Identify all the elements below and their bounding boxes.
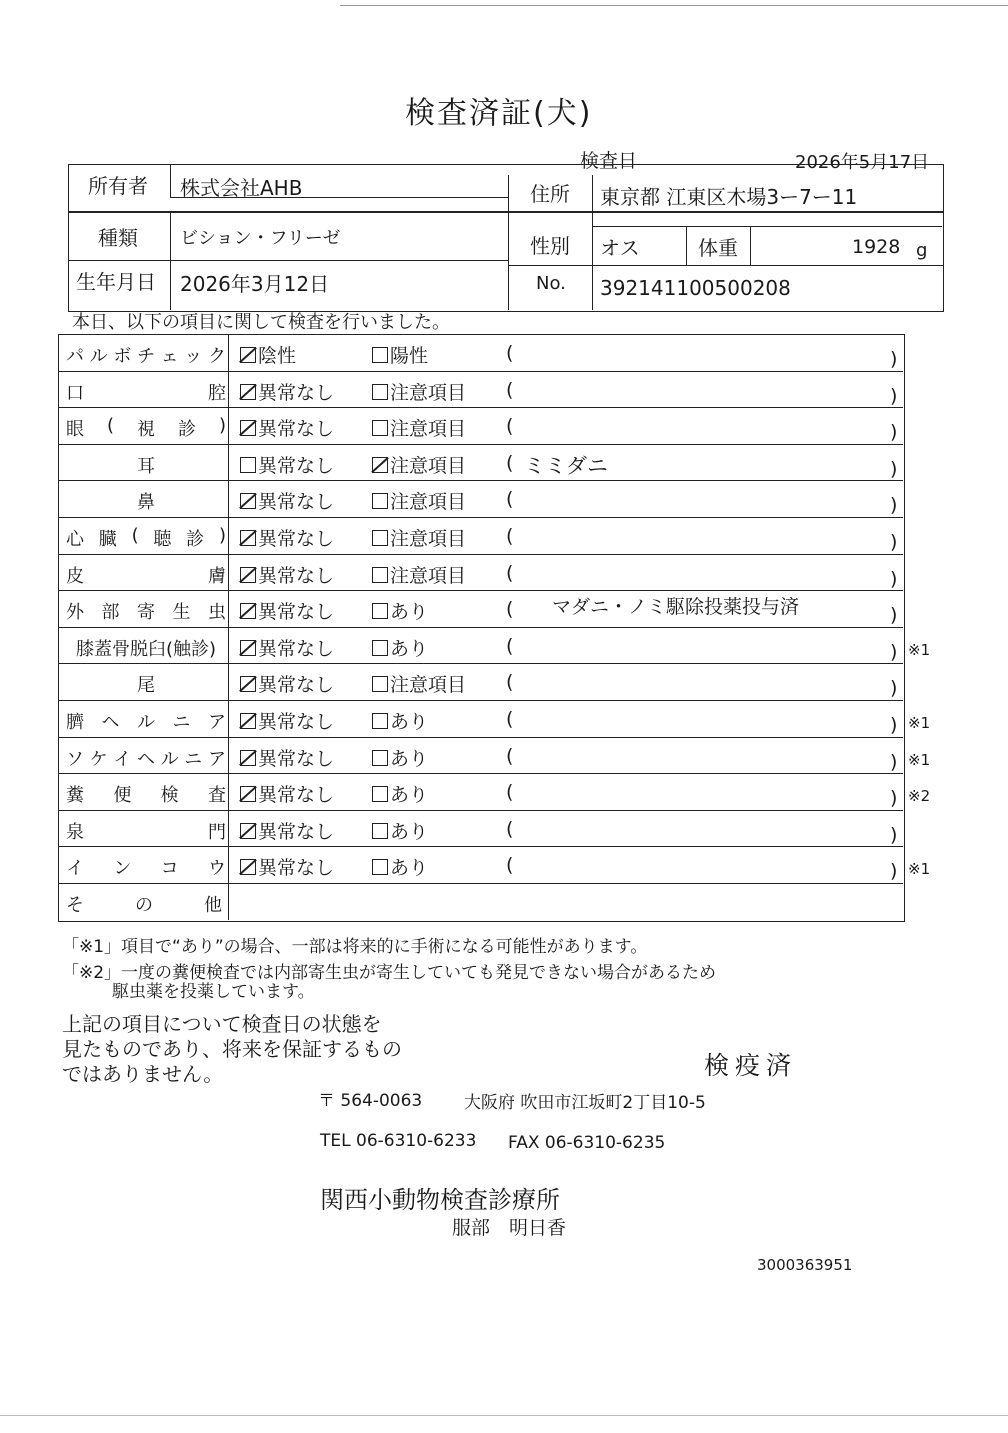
checkbox-icon[interactable]	[240, 859, 256, 875]
row-divider	[58, 737, 903, 738]
sex-label: 性別	[530, 234, 570, 258]
checkbox-icon[interactable]	[240, 384, 256, 400]
row-label-char: ア	[208, 712, 226, 733]
row-label-char: 臓	[98, 529, 117, 550]
pet-row-divider-right	[508, 265, 943, 266]
checkbox-icon[interactable]	[372, 567, 388, 583]
other-label-char: 他	[204, 895, 222, 916]
checkbox-icon[interactable]	[372, 859, 388, 875]
footnote-1: 「※1」項目で“あり”の場合、一部は将来的に手術になる可能性があります。	[62, 937, 648, 957]
row-label-char: ケ	[89, 748, 108, 770]
checkbox-icon[interactable]	[240, 750, 256, 766]
note-text: ミミダニ	[524, 453, 608, 478]
note-close-paren: )	[890, 787, 898, 810]
checkbox-icon[interactable]	[240, 530, 256, 546]
note-open-paren: (	[506, 671, 514, 694]
option-flag-label: 注意項目	[390, 564, 467, 587]
footnote-2-cont: 駆虫薬を投薬しています。	[112, 982, 315, 1002]
row-label-char: (	[106, 415, 115, 437]
footnote-2: 「※2」一度の糞便検査では内部寄生虫が寄生していても発見できない場合があるため	[62, 963, 717, 983]
bottom-edge-line	[0, 1415, 1008, 1416]
birth-label: 生年月日	[76, 270, 156, 294]
row-label	[66, 708, 226, 734]
row-divider	[58, 810, 903, 811]
footnote-mark: ※1	[908, 640, 931, 659]
note-close-paren: )	[890, 750, 898, 773]
weight-top-line	[592, 226, 942, 227]
row-label	[66, 598, 226, 624]
row-label	[66, 488, 226, 514]
note-open-paren: (	[506, 342, 514, 364]
note-open-paren: (	[506, 378, 514, 401]
option-flag[interactable]	[372, 634, 428, 661]
option-normal-label: 異常なし	[258, 857, 335, 880]
intro-text: 本日、以下の項目に関して検査を行いました。	[72, 312, 450, 333]
checkbox-icon[interactable]	[372, 384, 388, 400]
owner-divider	[170, 164, 171, 198]
clinic-name: 関西小動物検査診療所	[320, 1186, 560, 1214]
option-flag-label: あり	[390, 637, 429, 660]
row-label-char: チ	[136, 346, 155, 367]
row-divider	[58, 371, 903, 372]
row-label-char: ニ	[184, 748, 203, 770]
note-close-paren: )	[890, 860, 898, 883]
row-label-char: ン	[113, 858, 132, 880]
note-close-paren: )	[890, 714, 898, 736]
option-normal[interactable]	[240, 561, 334, 588]
checkbox-icon[interactable]	[372, 603, 388, 619]
row-divider	[58, 407, 903, 408]
clinic-fax: FAX 06-6310-6235	[508, 1133, 666, 1153]
checkbox-icon[interactable]	[372, 786, 388, 802]
option-normal[interactable]	[240, 378, 334, 405]
option-normal-label: 陰性	[258, 345, 297, 367]
option-flag-label: あり	[390, 747, 429, 770]
option-normal-label: 異常なし	[258, 528, 335, 550]
option-normal-label: 異常なし	[258, 418, 335, 441]
option-flag-label: あり	[390, 857, 429, 880]
note-close-paren: )	[890, 677, 898, 700]
option-normal-label: 異常なし	[258, 784, 335, 807]
option-flag-label: 注意項目	[390, 454, 467, 477]
row-label	[66, 415, 226, 441]
breed-value: ビション・フリーゼ	[180, 228, 341, 249]
checkbox-icon[interactable]	[240, 567, 256, 583]
clinic-tel: TEL 06-6310-6233	[320, 1131, 477, 1151]
option-normal[interactable]	[240, 414, 334, 441]
row-divider	[58, 627, 903, 628]
checkbox-icon[interactable]	[240, 493, 256, 509]
row-divider	[58, 590, 903, 591]
row-label-char: ル	[160, 748, 179, 770]
option-normal[interactable]	[240, 634, 334, 661]
row-label-char: 糞	[66, 785, 84, 807]
note-open-paren: (	[506, 744, 514, 767]
option-normal[interactable]	[240, 707, 334, 734]
checkbox-icon[interactable]	[372, 493, 388, 509]
note-close-paren: )	[890, 421, 898, 444]
option-flag-label: 注意項目	[390, 381, 467, 404]
option-normal-label: 異常なし	[258, 674, 335, 697]
row-label	[66, 379, 226, 405]
row-label	[66, 854, 226, 880]
note-close-paren: )	[890, 823, 898, 846]
option-normal-label: 異常なし	[258, 637, 335, 660]
row-label-char: ソ	[66, 748, 84, 770]
row-label-char: コ	[160, 858, 179, 880]
option-normal-label: 異常なし	[258, 601, 335, 624]
row-label-char: 視	[137, 419, 155, 441]
note-open-paren: (	[506, 708, 514, 730]
option-normal[interactable]	[240, 744, 334, 771]
row-label-char: ェ	[160, 346, 179, 367]
row-label-char: パ	[66, 346, 84, 367]
exam-date-label: 検査日	[580, 150, 638, 172]
disclaimer-line-2: 見たものであり、将来を保証するもの	[62, 1037, 402, 1061]
row-label-char: 外	[66, 602, 84, 624]
row-label-char: )	[218, 415, 226, 437]
weight-value: 1928	[852, 236, 901, 258]
row-label-char: ヘ	[101, 712, 120, 733]
note-open-paren: (	[506, 525, 514, 547]
top-edge-line	[340, 5, 1008, 6]
row-label	[66, 342, 226, 368]
weight-label: 体重	[698, 236, 738, 260]
weight-divider-right	[750, 226, 751, 265]
option-flag-label: 注意項目	[390, 674, 467, 697]
note-open-paren: (	[506, 817, 514, 840]
option-flag-label: 陽性	[390, 345, 429, 367]
row-label-char: ボ	[113, 346, 132, 367]
owner-value: 株式会社AHB	[180, 176, 303, 200]
option-flag[interactable]	[372, 378, 466, 405]
clinic-address: 大阪府 吹田市江坂町2丁目10-5	[464, 1093, 706, 1113]
note-text: マダニ・ノミ駆除投薬投与済	[552, 596, 800, 619]
row-divider	[58, 480, 903, 481]
option-normal-label: 異常なし	[258, 820, 335, 843]
address-value: 東京都 江東区木場3ー7ー11	[600, 185, 858, 209]
row-label-char: 便	[113, 785, 132, 807]
option-flag[interactable]	[372, 707, 428, 734]
option-normal-label: 異常なし	[258, 491, 335, 514]
note-close-paren: )	[890, 348, 898, 370]
row-label-char: ア	[207, 748, 226, 770]
row-label-char: 虫	[208, 602, 226, 624]
address-divider-left	[508, 175, 509, 211]
option-flag[interactable]	[372, 744, 428, 771]
note-open-paren: (	[506, 488, 514, 511]
option-flag[interactable]	[372, 487, 466, 514]
checkbox-icon[interactable]	[240, 676, 256, 692]
row-divider	[58, 517, 903, 518]
option-flag-label: 注意項目	[390, 418, 467, 441]
option-flag-label: 注意項目	[390, 491, 467, 514]
row-label-char: ニ	[172, 712, 191, 733]
checkbox-icon[interactable]	[372, 750, 388, 766]
option-flag[interactable]	[372, 451, 466, 478]
address-divider-right	[592, 175, 593, 211]
note-open-paren: (	[506, 561, 514, 584]
option-flag[interactable]	[372, 780, 428, 807]
row-label-char: ヘ	[136, 748, 155, 770]
row-label	[66, 525, 226, 551]
option-normal[interactable]	[240, 451, 334, 478]
checkbox-icon[interactable]	[372, 530, 388, 546]
option-flag-label: あり	[390, 784, 429, 807]
row-label	[66, 452, 226, 478]
document-code: 3000363951	[757, 1256, 853, 1274]
note-close-paren: )	[890, 457, 898, 480]
row-label-char: ル	[137, 712, 155, 733]
option-flag[interactable]	[372, 524, 466, 551]
row-divider	[58, 883, 903, 884]
note-close-paren: )	[890, 640, 898, 663]
row-label	[66, 745, 226, 771]
option-flag-label: あり	[390, 820, 429, 843]
option-flag[interactable]	[372, 670, 466, 697]
row-divider	[58, 663, 903, 664]
row-label-char: ル	[89, 346, 108, 367]
row-label-char: 診	[186, 529, 205, 550]
option-flag-label: 注意項目	[390, 528, 467, 550]
option-flag[interactable]	[372, 561, 466, 588]
row-label-char: ウ	[207, 858, 226, 880]
row-label-char: 門	[208, 821, 226, 843]
row-label	[66, 635, 226, 661]
row-label-char: 鼻	[137, 492, 155, 514]
footnote-mark: ※2	[908, 787, 931, 806]
note-open-paren: (	[506, 781, 514, 804]
row-label	[66, 562, 226, 588]
row-label-char: 生	[172, 602, 191, 624]
checkbox-icon[interactable]	[372, 676, 388, 692]
note-close-paren: )	[890, 567, 898, 590]
pet-mid-divider	[508, 212, 509, 310]
other-label-char: の	[135, 895, 153, 916]
option-normal[interactable]	[240, 597, 334, 624]
address-label: 住所	[530, 182, 570, 206]
pet-label-divider	[170, 212, 171, 310]
option-normal[interactable]	[240, 524, 334, 551]
row-label-char: ッ	[184, 346, 203, 367]
footnote-mark: ※1	[908, 750, 931, 769]
row-divider	[58, 773, 903, 774]
option-normal-label: 異常なし	[258, 381, 335, 404]
row-label-char: 耳	[137, 455, 155, 477]
row-label-char: 眼	[66, 419, 84, 441]
document-title: 検査済証(犬)	[405, 96, 593, 131]
row-label-char: 寄	[137, 602, 155, 624]
checkbox-icon[interactable]	[240, 603, 256, 619]
disclaimer-line-1: 上記の項目について検査日の状態を	[62, 1012, 382, 1036]
breed-label: 種類	[98, 226, 138, 250]
row-label-char: 聴	[153, 529, 172, 550]
option-flag-label: あり	[390, 711, 429, 733]
inspected-stamp: 検疫済	[704, 1051, 798, 1080]
row-label-char: 膚	[208, 565, 226, 587]
note-open-paren: (	[506, 634, 514, 657]
row-label-char: (	[131, 525, 139, 546]
option-normal-label: 異常なし	[258, 454, 335, 477]
owner-label: 所有者	[88, 174, 148, 198]
sex-value: オス	[600, 236, 640, 260]
note-close-paren: )	[890, 604, 898, 627]
option-normal[interactable]	[240, 487, 334, 514]
footnote-mark: ※1	[908, 860, 931, 879]
note-close-paren: )	[890, 384, 898, 407]
row-label	[66, 781, 226, 807]
row-divider	[58, 846, 903, 847]
note-open-paren: (	[506, 854, 514, 877]
row-label-char: 口	[66, 382, 84, 404]
row-label-char: 臍	[66, 712, 84, 733]
row-label-char: 心	[66, 529, 84, 550]
footnote-mark: ※1	[908, 714, 931, 732]
row-label-char: 腔	[208, 382, 226, 404]
postal-code: 〒 564-0063	[318, 1091, 423, 1111]
option-normal[interactable]	[240, 780, 334, 807]
pet-row-divider	[68, 260, 508, 261]
option-flag[interactable]	[372, 414, 466, 441]
row-label-char: イ	[113, 748, 132, 770]
checkbox-icon[interactable]	[240, 347, 256, 363]
checkbox-icon[interactable]	[372, 457, 388, 473]
row-divider	[58, 554, 903, 555]
row-label-char: 膝蓋骨脱臼(触診)	[75, 638, 217, 660]
exam-date-value: 2026年5月17日	[795, 152, 930, 173]
note-open-paren: (	[506, 598, 514, 621]
option-flag[interactable]	[372, 817, 428, 844]
option-flag-label: あり	[390, 601, 429, 624]
checkbox-icon[interactable]	[372, 640, 388, 656]
option-normal-label: 異常なし	[258, 711, 335, 733]
note-open-paren: (	[506, 451, 514, 474]
checkbox-icon[interactable]	[240, 420, 256, 436]
option-flag[interactable]	[372, 597, 428, 624]
checkbox-icon[interactable]	[240, 786, 256, 802]
other-label	[66, 891, 222, 917]
note-close-paren: )	[890, 494, 898, 517]
checkbox-icon[interactable]	[240, 713, 256, 729]
other-label-char: そ	[66, 895, 84, 916]
doctor-name: 服部 明日香	[452, 1217, 567, 1239]
row-label-char: 診	[177, 419, 196, 441]
option-normal[interactable]	[240, 817, 334, 844]
option-normal[interactable]	[240, 853, 334, 880]
checkbox-icon[interactable]	[240, 823, 256, 839]
checkbox-icon[interactable]	[372, 347, 388, 363]
checkbox-icon[interactable]	[372, 713, 388, 729]
weight-divider-left	[686, 226, 687, 265]
row-label-char: イ	[66, 858, 84, 880]
row-divider	[58, 444, 903, 445]
checkbox-icon[interactable]	[240, 640, 256, 656]
option-normal[interactable]	[240, 670, 334, 697]
row-label-char: 皮	[66, 565, 84, 587]
row-label-char: 泉	[66, 821, 84, 843]
disclaimer-line-3: ではありません。	[62, 1062, 224, 1086]
checkbox-icon[interactable]	[372, 823, 388, 839]
note-open-paren: (	[506, 415, 514, 438]
row-label-char: ク	[207, 346, 226, 367]
option-flag[interactable]	[372, 341, 428, 368]
weight-unit: g	[916, 240, 928, 261]
option-normal[interactable]	[240, 341, 296, 368]
no-value: 392141100500208	[600, 276, 791, 300]
option-normal-label: 異常なし	[258, 747, 335, 770]
row-label-char: 検	[160, 785, 179, 807]
row-label-char: 部	[101, 602, 120, 624]
option-normal-label: 異常なし	[258, 564, 335, 587]
row-divider	[58, 700, 903, 701]
birth-value: 2026年3月12日	[180, 272, 330, 296]
row-label-char: 査	[207, 785, 226, 807]
note-close-paren: )	[890, 531, 898, 553]
row-label	[66, 818, 226, 844]
checkbox-icon[interactable]	[372, 420, 388, 436]
row-label-char: )	[218, 525, 226, 546]
row-label-char: 尾	[137, 675, 155, 697]
checkbox-icon[interactable]	[240, 457, 256, 473]
no-label: No.	[536, 273, 566, 294]
option-flag[interactable]	[372, 853, 428, 880]
row-label	[66, 671, 226, 697]
